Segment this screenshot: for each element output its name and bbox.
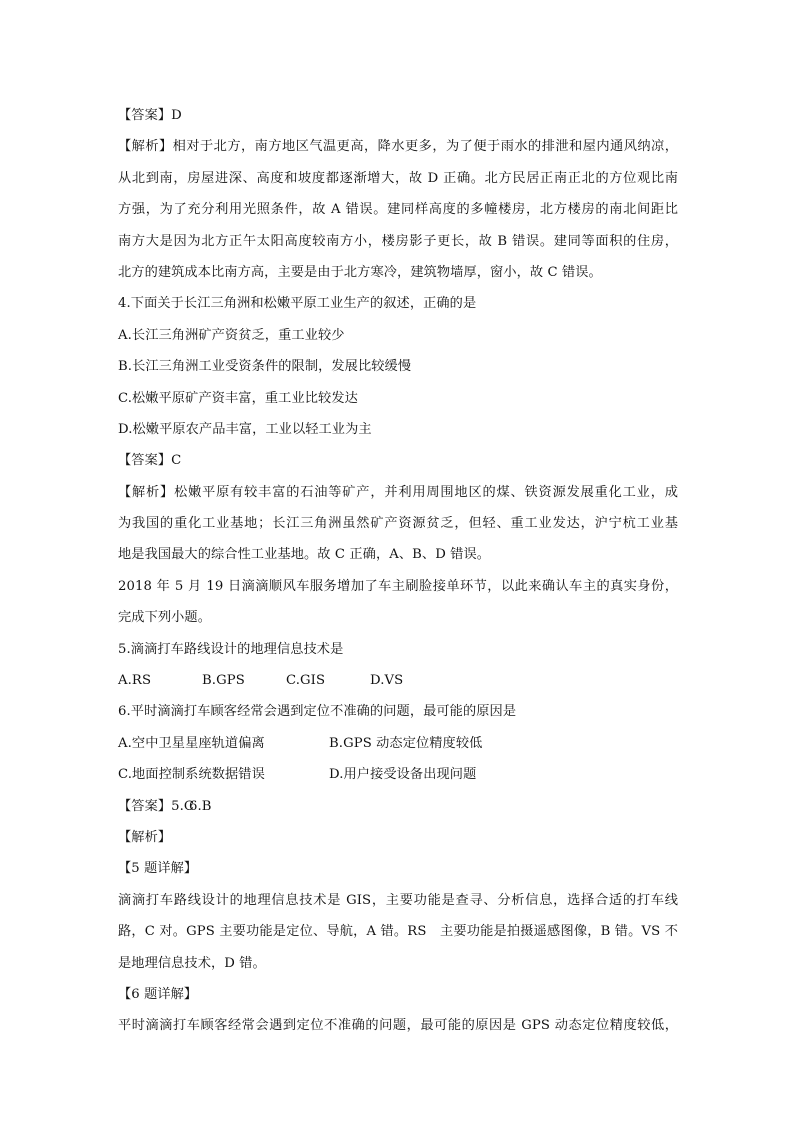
question-6-option-d: D.用户接受设备出现问题 [329, 767, 477, 783]
material-line: 完成下列小题。 [118, 610, 212, 626]
answer-6: 6.B [189, 798, 212, 814]
question-5-option-b: B.GPS [202, 673, 245, 689]
question-4-option-a: A.长江三角洲矿产资贫乏，重工业较少 [118, 327, 345, 343]
question-4-stem: 4.下面关于长江三角洲和松嫩平原工业生产的叙述，正确的是 [118, 296, 477, 312]
question-5-option-d: D.VS [370, 673, 404, 689]
question-6-options-row-2 [118, 759, 678, 790]
question-6-option-a: A.空中卫星星座轨道偏离 [118, 735, 265, 751]
analysis-line: 北方的建筑成本比南方高，主要是由于北方寒冷，建筑物墙厚，窗小，故 C 错误。 [118, 264, 602, 280]
question-4-option-d: D.松嫩平原农产品丰富，工业以轻工业为主 [118, 421, 372, 437]
question-4-option-b: B.长江三角洲工业受资条件的限制，发展比较缓慢 [118, 359, 412, 375]
analysis-line: 【解析】松嫩平原有较丰富的石油等矿产，并利用周围地区的煤、铁资源发展重化工业，成 [118, 484, 678, 500]
detail-line: 是地理信息技术，D 错。 [118, 955, 266, 971]
answer-label: 【答案】D [118, 108, 182, 123]
detail-line: 平时滴滴打车顾客经常会遇到定位不准确的问题，最可能的原因是 GPS 动态定位精度较低， [118, 1018, 678, 1034]
analysis-line: 【解析】相对于北方，南方地区气温更高，降水更多，为了便于雨水的排泄和屋内通风纳凉， [118, 139, 678, 155]
question-5-stem: 5.滴滴打车路线设计的地理信息技术是 [118, 641, 344, 657]
answer-label: 【答案】5.C [118, 798, 195, 814]
question-5-detail-title: 【5 题详解】 [118, 861, 198, 877]
question-5-option-c: C.GIS [286, 673, 326, 689]
detail-line: 滴滴打车路线设计的地理信息技术是 GIS，主要功能是查寻、分析信息，选择合适的打车线 [118, 892, 678, 908]
question-6-stem: 6.平时滴滴打车顾客经常会遇到定位不准确的问题，最可能的原因是 [118, 704, 517, 720]
analysis-line: 从北到南，房屋进深、高度和坡度都逐渐增大，故 D 正确。北方民居正南正北的方位观比南 [118, 170, 678, 186]
material-line: 2018 年 5 月 19 日滴滴顺风车服务增加了车主刷脸接单环节，以此来确认车主的真实身份， [118, 578, 678, 594]
document-page [118, 100, 678, 1042]
analysis-line: 方强，为了充分利用光照条件，故 A 错误。建同样高度的多幢楼房，北方楼房的南北间距比 [118, 202, 678, 218]
detail-line: 路，C 对。GPS 主要功能是定位、导航，A 错。RS 主要功能是拍摄遥感图像，B 错。VS 不 [118, 924, 678, 940]
question-6-detail-title: 【6 题详解】 [118, 986, 198, 1002]
question-5-option-a: A.RS [118, 673, 152, 689]
analysis-line: 地是我国最大的综合性工业基地。故 C 正确，A、B、D 错误。 [118, 547, 491, 563]
analysis-line: 南方大是因为北方正午太阳高度较南方小，楼房影子更长，故 B 错误。建同等面积的住房， [118, 233, 678, 249]
answer-row [118, 791, 678, 822]
answer-label: 【答案】C [118, 453, 182, 469]
question-6-option-b: B.GPS 动态定位精度较低 [329, 735, 483, 751]
question-6-options-row-1 [118, 728, 678, 759]
question-5-options [118, 665, 678, 696]
question-4-option-c: C.松嫩平原矿产资丰富，重工业比较发达 [118, 390, 358, 406]
analysis-title: 【解析】 [118, 829, 172, 845]
question-6-option-c: C.地面控制系统数据错误 [118, 767, 265, 783]
analysis-line: 为我国的重化工业基地；长江三角洲虽然矿产资源贫乏，但轻、重工业发达，沪宁杭工业基 [118, 516, 678, 532]
